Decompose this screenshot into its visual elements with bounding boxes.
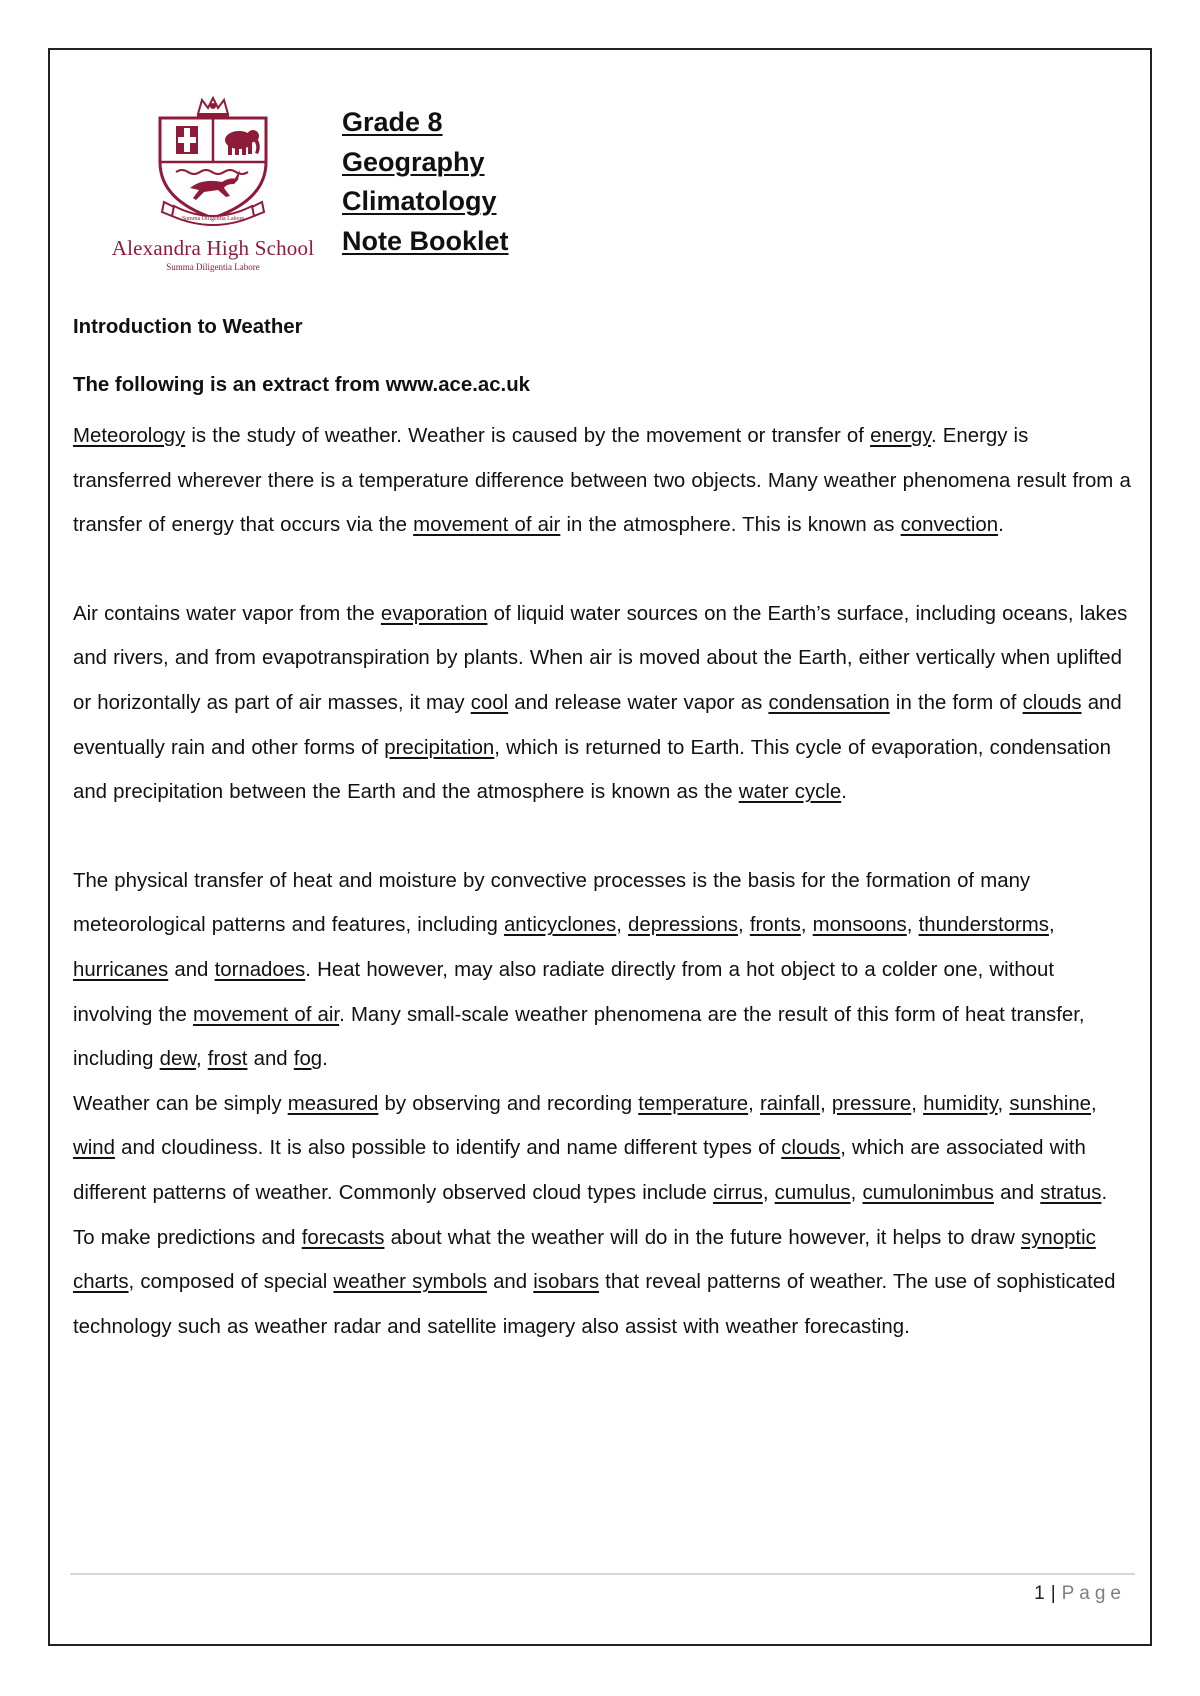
body-text: and release water vapor as xyxy=(508,691,769,714)
body-text: and xyxy=(486,1271,534,1294)
key-term: monsoons xyxy=(812,914,907,937)
body-text: The physical transfer of heat and moisture by convective processes is the basis for the formation of many meteorological patterns and features, including xyxy=(73,869,1031,937)
key-term: dew xyxy=(159,1048,196,1071)
key-term: cirrus xyxy=(712,1181,763,1204)
body-text: by observing and recording xyxy=(378,1092,639,1115)
school-crest xyxy=(98,96,328,236)
key-term: cumulonimbus xyxy=(862,1181,994,1204)
key-term: frost xyxy=(207,1048,248,1071)
key-term: wind xyxy=(73,1137,115,1160)
document-title xyxy=(342,103,509,261)
body-text: , xyxy=(820,1092,832,1115)
source-line: The following is an extract from www.ace.ac.uk xyxy=(73,374,531,396)
paragraph-meteorology xyxy=(73,414,1133,548)
key-term: precipitation xyxy=(384,736,495,759)
body-text: , xyxy=(748,1092,760,1115)
paragraph-water-cycle xyxy=(73,592,1133,815)
title-booklet: Note Booklet xyxy=(342,225,509,256)
school-name: Alexandra High School xyxy=(111,236,315,260)
key-term: water cycle xyxy=(738,781,842,804)
paragraph-convection xyxy=(73,859,1133,1082)
key-term: forecasts xyxy=(301,1226,385,1249)
body-text: , composed of special xyxy=(128,1271,334,1294)
body-text: is the study of weather. Weather is caused by the movement or transfer of xyxy=(185,425,871,447)
key-term: humidity xyxy=(923,1092,998,1115)
key-term: movement of air xyxy=(413,514,561,537)
body-text: . xyxy=(841,781,847,804)
key-term: fog xyxy=(293,1048,323,1071)
body-text: . Heat however, may also radiate directly from a hot object to a colder one, without involving the xyxy=(73,958,1055,1026)
paragraph-measurement xyxy=(73,1082,1133,1350)
body-text: that reveal patterns of weather. The use of sophisticated technology such as weather radar and satellite imagery also assist with weather forecasting. xyxy=(73,1271,1116,1338)
body-text: , xyxy=(762,1181,775,1204)
key-term: clouds xyxy=(1022,691,1082,714)
body-text: , xyxy=(850,1181,863,1204)
title-subject: Geography xyxy=(342,146,485,177)
main-content xyxy=(73,313,1133,1349)
body-text: . To make predictions and xyxy=(73,1181,1108,1249)
body-text: . Many small-scale weather phenomena are the result of this form of heat transfer, including xyxy=(73,1003,1085,1071)
title-topic: Climatology xyxy=(342,186,497,216)
body-text: and xyxy=(168,958,215,981)
body-text: and eventually rain and other forms of xyxy=(73,691,1122,759)
title-grade: Grade 8 xyxy=(342,107,443,137)
key-term: condensation xyxy=(768,691,890,714)
school-motto: Summa Diligentia Labore xyxy=(166,262,260,272)
footer-separator: | xyxy=(1050,1583,1056,1604)
page-number: 1 xyxy=(1034,1583,1045,1604)
body-text: , xyxy=(737,914,750,937)
key-term: convection xyxy=(900,514,999,537)
key-term: measured xyxy=(287,1092,379,1115)
key-term: movement of air xyxy=(193,1003,340,1026)
key-term: temperature xyxy=(638,1092,749,1115)
body-text: and cloudiness. It is also possible to identify and name different types of xyxy=(114,1137,782,1160)
page-footer xyxy=(1034,1583,1126,1605)
crown-icon xyxy=(197,98,229,116)
page-label: Page xyxy=(1061,1583,1126,1604)
key-term: isobars xyxy=(533,1271,600,1294)
body-text: , xyxy=(616,914,629,937)
key-term: depressions xyxy=(628,914,738,937)
body-text: about what the weather will do in the future however, it helps to draw xyxy=(384,1226,1021,1249)
body-text: . xyxy=(322,1048,328,1071)
key-term: pressure xyxy=(831,1092,912,1115)
section-heading: Introduction to Weather xyxy=(73,316,303,338)
body-text: Air contains water vapor from the xyxy=(73,602,381,625)
key-term: sunshine xyxy=(1009,1092,1091,1115)
body-text: , xyxy=(1091,1092,1097,1115)
key-term: hurricanes xyxy=(73,958,169,981)
key-term: Meteorology xyxy=(73,425,186,447)
body-text: , xyxy=(997,1092,1010,1115)
body-text: and xyxy=(247,1048,294,1071)
body-text: , xyxy=(800,914,813,937)
key-term: fronts xyxy=(749,914,801,937)
body-text: . xyxy=(998,514,1004,537)
key-term: cumulus xyxy=(774,1181,851,1204)
body-text: Weather can be simply xyxy=(73,1092,288,1115)
key-term: weather symbols xyxy=(333,1271,487,1294)
body-text: in the atmosphere. This is known as xyxy=(560,514,901,537)
key-term: rainfall xyxy=(760,1092,821,1115)
body-text: and xyxy=(993,1181,1041,1204)
body-text: of liquid water sources on the Earth’s surface, including oceans, lakes and rivers, and from evapotranspiration by plants. When air is moved about the Earth, either vertically when uplifted or horizontally as part of air masses, it may xyxy=(73,602,1128,714)
body-text: , xyxy=(1048,914,1055,937)
body-text: , xyxy=(906,914,919,937)
key-term: synoptic charts xyxy=(73,1226,1096,1294)
key-term: anticyclones xyxy=(503,914,617,937)
key-term: cool xyxy=(470,691,509,714)
footer-rule xyxy=(70,1573,1135,1575)
body-text: . Energy is transferred wherever there is a temperature difference between two objects. Many weather phenomena result from a transfer of energy that occurs via the xyxy=(73,425,1131,537)
key-term: energy xyxy=(870,425,931,447)
key-term: thunderstorms xyxy=(918,914,1049,937)
school-logo xyxy=(98,96,328,276)
key-term: clouds xyxy=(781,1137,841,1160)
body-text: in the form of xyxy=(889,691,1023,714)
body-text: , xyxy=(195,1048,208,1071)
body-text: , which is returned to Earth. This cycle of evaporation, condensation and precipitation between the Earth and the atmosphere is known as the xyxy=(73,736,1111,804)
banner-text: Summa Diligentia Labore xyxy=(181,216,245,222)
key-term: evaporation xyxy=(380,602,488,625)
shield-icon xyxy=(160,118,266,218)
key-term: stratus xyxy=(1040,1181,1102,1204)
body-text: , which are associated with different patterns of weather. Commonly observed cloud types include xyxy=(73,1137,1086,1204)
key-term: tornadoes xyxy=(214,958,306,981)
body-text: , xyxy=(911,1092,924,1115)
